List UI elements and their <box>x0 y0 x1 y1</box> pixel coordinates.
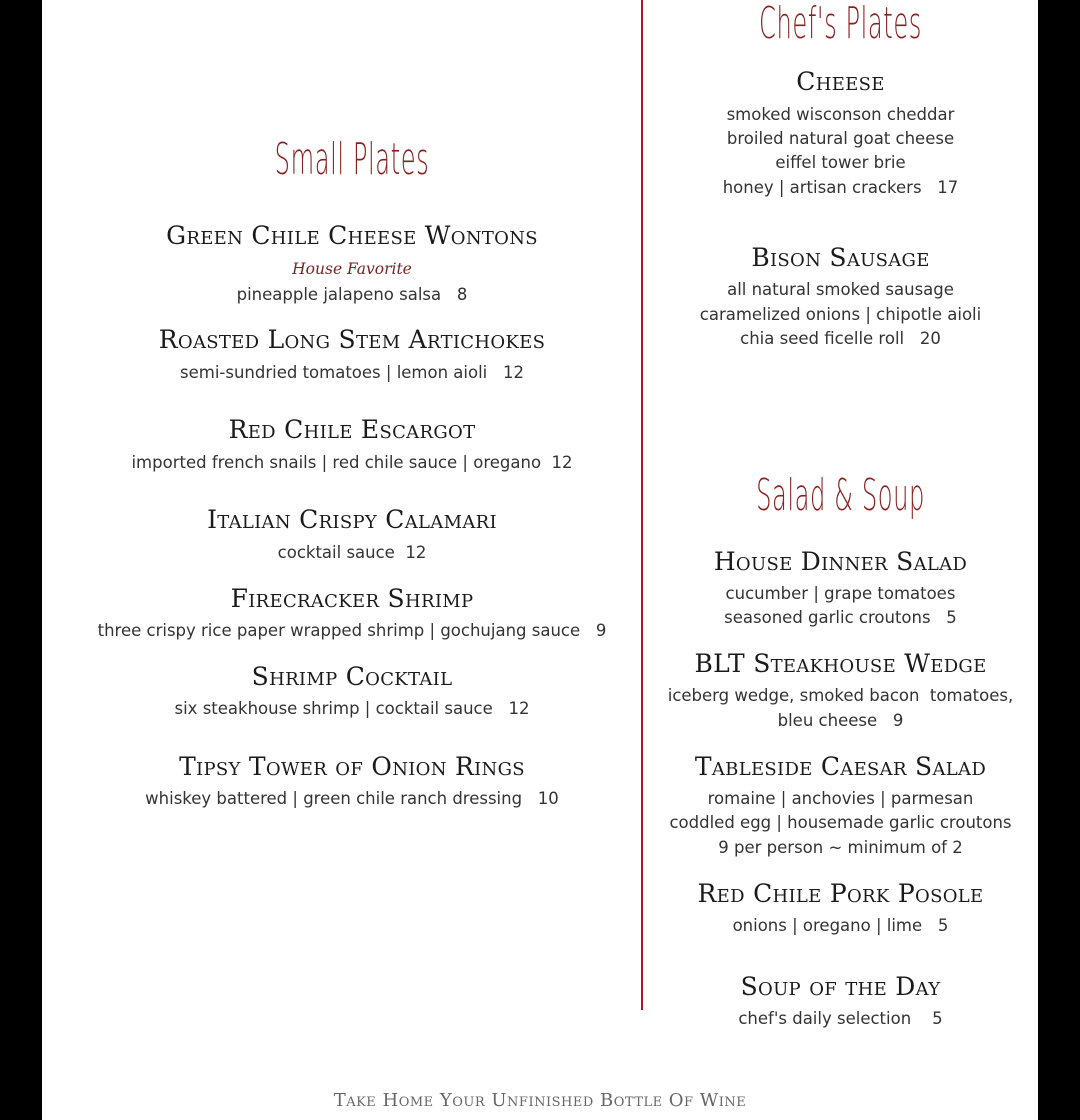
item-desc: smoked wisconson cheddar <box>726 105 955 124</box>
item-name: House Dinner Salad <box>713 547 968 576</box>
item-name: Soup of the Day <box>740 972 941 1001</box>
item-desc: broiled natural goat cheese <box>726 129 955 148</box>
item-name: Green Chile Cheese Wontons <box>166 221 538 250</box>
item-desc: romaine | anchovies | parmesan <box>707 789 974 808</box>
item-name: Tipsy Tower of Onion Rings <box>179 752 525 781</box>
item-desc: onions | oregano | lime 5 <box>732 916 949 935</box>
item-desc: six steakhouse shrimp | cocktail sauce 12 <box>174 699 530 718</box>
item-desc: iceberg wedge, smoked bacon tomatoes, <box>667 686 1014 705</box>
item-desc: coddled egg | housemade garlic croutons <box>669 813 1012 832</box>
section-title-chefs-plates: Chef's Plates <box>759 0 922 49</box>
item-name: Red Chile Escargot <box>228 415 476 444</box>
item-desc: honey | artisan crackers 17 <box>722 178 959 197</box>
section-title-salad-soup: Salad & Soup <box>756 470 925 521</box>
item-name: Red Chile Pork Posole <box>697 879 984 908</box>
item-desc: three crispy rice paper wrapped shrimp | gochujang sauce 9 <box>97 621 607 640</box>
item-name: BLT Steakhouse Wedge <box>694 649 987 678</box>
item-name: Shrimp Cocktail <box>251 662 453 691</box>
item-desc: caramelized onions | chipotle aioli <box>699 305 982 324</box>
item-desc: chia seed ficelle roll 20 <box>740 329 941 348</box>
item-desc: all natural smoked sausage <box>727 280 954 299</box>
section-title-small-plates: Small Plates <box>274 134 430 185</box>
item-desc: chef's daily selection 5 <box>738 1009 943 1028</box>
item-desc: imported french snails | red chile sauce | oregano 12 <box>131 453 573 472</box>
item-desc: cocktail sauce 12 <box>277 543 427 562</box>
footer-note: Take Home Your Unfinished Bottle Of Wine <box>333 1090 747 1111</box>
item-desc: 9 per person ~ minimum of 2 <box>718 838 963 857</box>
item-desc: seasoned garlic croutons 5 <box>724 608 957 627</box>
item-name: Firecracker Shrimp <box>230 584 474 613</box>
item-name: Roasted Long Stem Artichokes <box>158 325 546 354</box>
item-desc: whiskey battered | green chile ranch dressing 10 <box>145 789 559 808</box>
item-desc: semi-sundried tomatoes | lemon aioli 12 <box>180 363 524 382</box>
item-desc: cucumber | grape tomatoes <box>725 584 956 603</box>
item-name: Italian Crispy Calamari <box>207 505 497 534</box>
item-tag: House Favorite <box>292 260 412 278</box>
item-desc: pineapple jalapeno salsa 8 <box>236 285 468 304</box>
item-desc: eiffel tower brie <box>775 153 906 172</box>
item-name: Cheese <box>796 67 885 96</box>
item-name: Tableside Caesar Salad <box>694 752 987 781</box>
item-name: Bison Sausage <box>751 243 930 272</box>
item-desc: bleu cheese 9 <box>777 711 904 730</box>
